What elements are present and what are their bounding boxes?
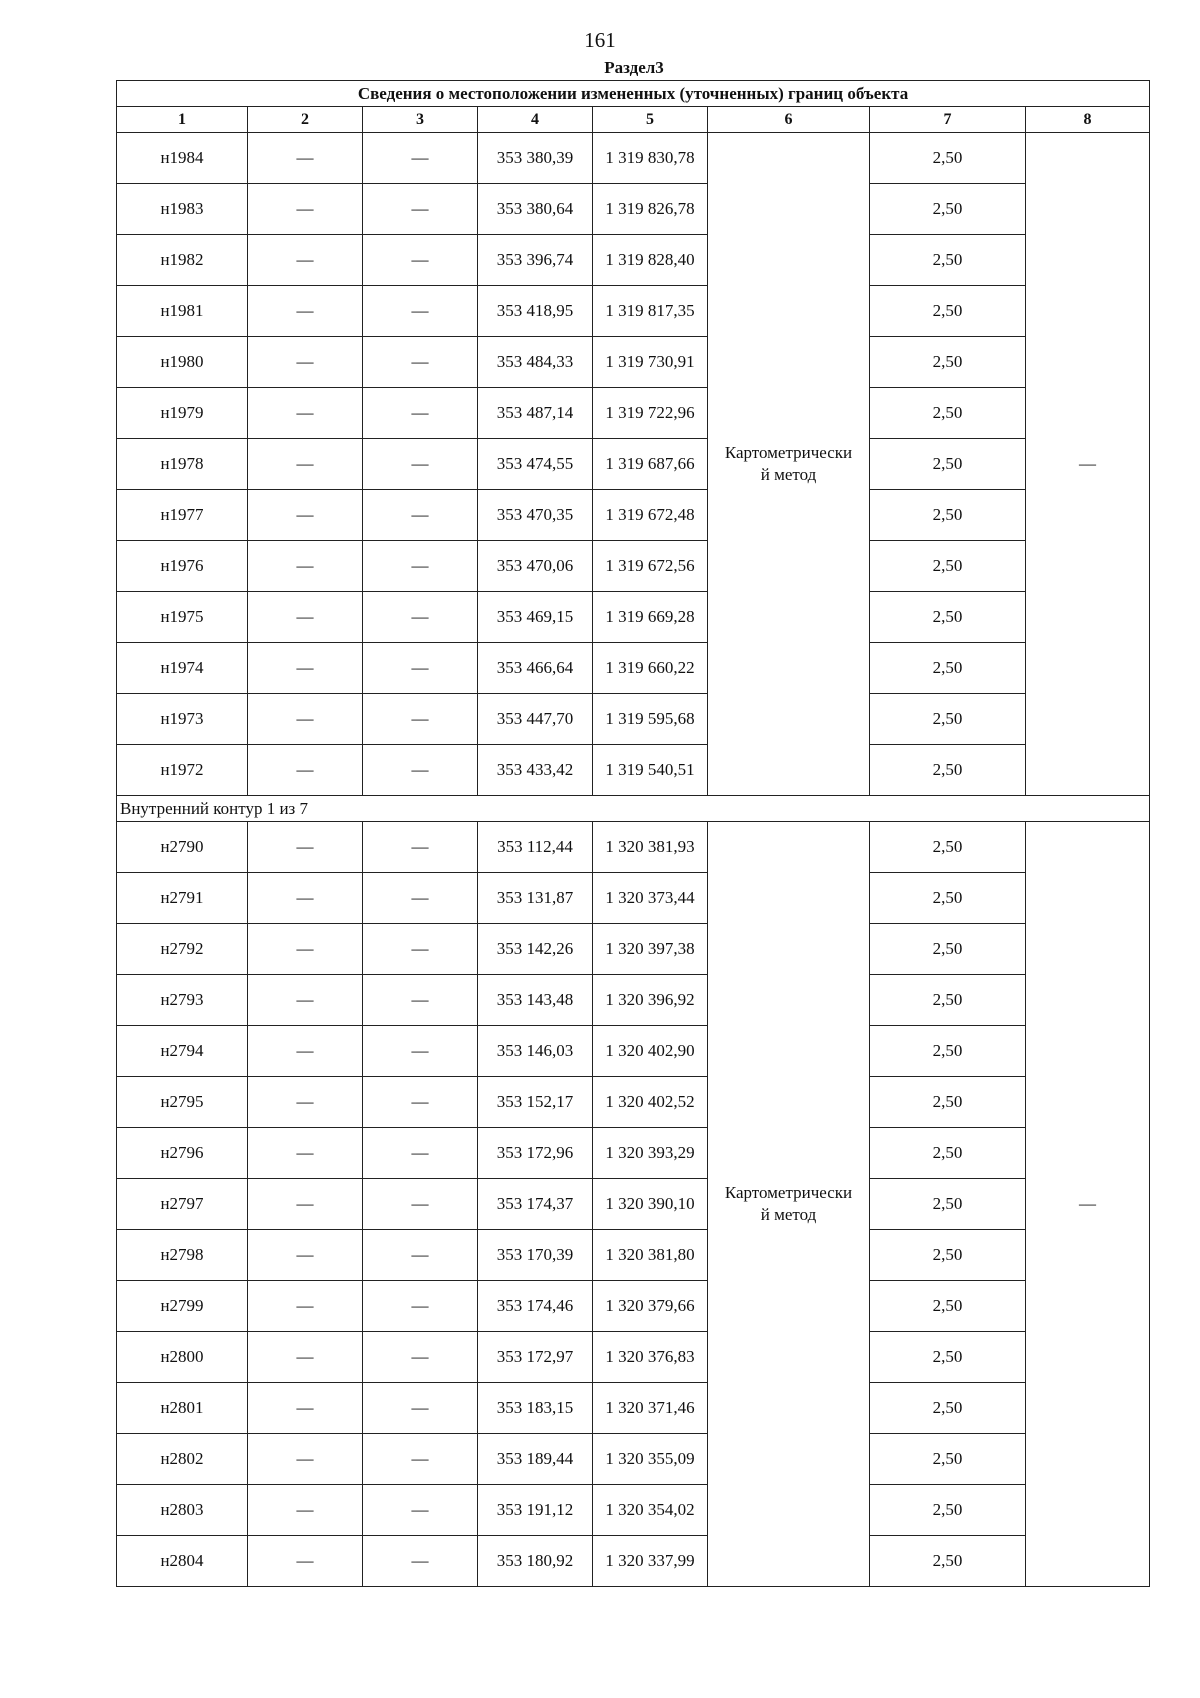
y-coordinate: 1 319 595,68 [593,694,708,745]
column-header-4: 4 [478,107,593,133]
table-row [117,592,1150,643]
col3-value: — [363,490,478,541]
y-coordinate: 1 320 390,10 [593,1179,708,1230]
x-coordinate: 353 470,06 [478,541,593,592]
x-coordinate: 353 172,96 [478,1128,593,1179]
x-coordinate: 353 433,42 [478,745,593,796]
col2-value: — [248,1179,363,1230]
accuracy-value: 2,50 [870,643,1026,694]
col2-value: — [248,286,363,337]
x-coordinate: 353 180,92 [478,1536,593,1587]
column-header-6: 6 [708,107,870,133]
table-row [117,1485,1150,1536]
accuracy-value: 2,50 [870,694,1026,745]
y-coordinate: 1 319 669,28 [593,592,708,643]
col3-value: — [363,286,478,337]
x-coordinate: 353 170,39 [478,1230,593,1281]
table-row [117,133,1150,184]
col2-value: — [248,541,363,592]
x-coordinate: 353 112,44 [478,822,593,873]
table-row [117,1128,1150,1179]
point-name: н1977 [117,490,248,541]
accuracy-value: 2,50 [870,592,1026,643]
point-name: н1975 [117,592,248,643]
point-name: н1983 [117,184,248,235]
table-row [117,286,1150,337]
x-coordinate: 353 191,12 [478,1485,593,1536]
point-name: н1981 [117,286,248,337]
x-coordinate: 353 380,64 [478,184,593,235]
x-coordinate: 353 447,70 [478,694,593,745]
col2-value: — [248,924,363,975]
accuracy-value: 2,50 [870,745,1026,796]
y-coordinate: 1 320 354,02 [593,1485,708,1536]
col3-value: — [363,1485,478,1536]
col2-value: — [248,1332,363,1383]
col2-value: — [248,1230,363,1281]
table-caption-row [117,81,1150,107]
accuracy-value: 2,50 [870,235,1026,286]
point-name: н2802 [117,1434,248,1485]
y-coordinate: 1 320 355,09 [593,1434,708,1485]
point-name: н2800 [117,1332,248,1383]
x-coordinate: 353 174,46 [478,1281,593,1332]
y-coordinate: 1 320 396,92 [593,975,708,1026]
col3-value: — [363,337,478,388]
col2-value: — [248,1026,363,1077]
col2-value: — [248,1281,363,1332]
col3-value: — [363,1077,478,1128]
point-name: н2793 [117,975,248,1026]
y-coordinate: 1 319 540,51 [593,745,708,796]
x-coordinate: 353 396,74 [478,235,593,286]
point-name: н2790 [117,822,248,873]
col3-value: — [363,1281,478,1332]
point-name: н1973 [117,694,248,745]
col2-value: — [248,1128,363,1179]
x-coordinate: 353 146,03 [478,1026,593,1077]
col2-value: — [248,439,363,490]
x-coordinate: 353 152,17 [478,1077,593,1128]
table-caption: Сведения о местоположении измененных (уточненных) границ объекта [117,81,1150,107]
table-row [117,1179,1150,1230]
col2-value: — [248,1536,363,1587]
x-coordinate: 353 487,14 [478,388,593,439]
x-coordinate: 353 474,55 [478,439,593,490]
table-row [117,235,1150,286]
table-row [117,694,1150,745]
table-row [117,1281,1150,1332]
col2-value: — [248,388,363,439]
method-cell [708,133,870,796]
col2-value: — [248,745,363,796]
col3-value: — [363,184,478,235]
column-header-row [117,107,1150,133]
point-name: н1972 [117,745,248,796]
col3-value: — [363,439,478,490]
column-header-7: 7 [870,107,1026,133]
method-line-1: Картометрически [724,443,853,462]
point-name: н1979 [117,388,248,439]
col2-value: — [248,873,363,924]
col3-value: — [363,643,478,694]
y-coordinate: 1 319 730,91 [593,337,708,388]
point-name: н1984 [117,133,248,184]
accuracy-value: 2,50 [870,388,1026,439]
col3-value: — [363,924,478,975]
y-coordinate: 1 320 371,46 [593,1383,708,1434]
y-coordinate: 1 320 397,38 [593,924,708,975]
table-row [117,1332,1150,1383]
col3-value: — [363,133,478,184]
column-header-8: 8 [1026,107,1150,133]
y-coordinate: 1 319 830,78 [593,133,708,184]
x-coordinate: 353 142,26 [478,924,593,975]
accuracy-value: 2,50 [870,1332,1026,1383]
table-row [117,1026,1150,1077]
accuracy-value: 2,50 [870,133,1026,184]
table-row [117,873,1150,924]
accuracy-value: 2,50 [870,1383,1026,1434]
column-header-2: 2 [248,107,363,133]
col3-value: — [363,1128,478,1179]
x-coordinate: 353 131,87 [478,873,593,924]
col2-value: — [248,1383,363,1434]
table-row [117,1536,1150,1587]
col8-value: — [1026,822,1150,1587]
x-coordinate: 353 466,64 [478,643,593,694]
accuracy-value: 2,50 [870,873,1026,924]
col8-value: — [1026,133,1150,796]
col2-value: — [248,490,363,541]
y-coordinate: 1 320 376,83 [593,1332,708,1383]
point-name: н2803 [117,1485,248,1536]
table-row [117,975,1150,1026]
point-name: н1982 [117,235,248,286]
col3-value: — [363,1026,478,1077]
y-coordinate: 1 319 672,48 [593,490,708,541]
accuracy-value: 2,50 [870,822,1026,873]
accuracy-value: 2,50 [870,541,1026,592]
point-name: н1976 [117,541,248,592]
column-header-3: 3 [363,107,478,133]
x-coordinate: 353 470,35 [478,490,593,541]
table-row [117,490,1150,541]
col3-value: — [363,1434,478,1485]
point-name: н2797 [117,1179,248,1230]
col2-value: — [248,1434,363,1485]
point-name: н2794 [117,1026,248,1077]
method-line-2: й метод [760,1205,817,1224]
col2-value: — [248,592,363,643]
accuracy-value: 2,50 [870,184,1026,235]
method-cell [708,822,870,1587]
col2-value: — [248,337,363,388]
col2-value: — [248,133,363,184]
x-coordinate: 353 183,15 [478,1383,593,1434]
y-coordinate: 1 320 373,44 [593,873,708,924]
x-coordinate: 353 172,97 [478,1332,593,1383]
col2-value: — [248,822,363,873]
col2-value: — [248,643,363,694]
accuracy-value: 2,50 [870,1281,1026,1332]
accuracy-value: 2,50 [870,439,1026,490]
table-row [117,1434,1150,1485]
col3-value: — [363,1179,478,1230]
col3-value: — [363,1383,478,1434]
table-row [117,439,1150,490]
col3-value: — [363,1536,478,1587]
point-name: н2795 [117,1077,248,1128]
point-name: н2798 [117,1230,248,1281]
col3-value: — [363,541,478,592]
col2-value: — [248,1077,363,1128]
point-name: н2791 [117,873,248,924]
table-row [117,388,1150,439]
y-coordinate: 1 320 379,66 [593,1281,708,1332]
contour-label-row [117,796,1150,822]
point-name: н2804 [117,1536,248,1587]
section-title: Раздел3 [604,58,664,77]
y-coordinate: 1 320 393,29 [593,1128,708,1179]
col3-value: — [363,592,478,643]
col3-value: — [363,822,478,873]
col3-value: — [363,235,478,286]
col3-value: — [363,745,478,796]
col3-value: — [363,1230,478,1281]
y-coordinate: 1 319 687,66 [593,439,708,490]
table-row [117,337,1150,388]
x-coordinate: 353 484,33 [478,337,593,388]
x-coordinate: 353 469,15 [478,592,593,643]
table-row [117,643,1150,694]
accuracy-value: 2,50 [870,975,1026,1026]
point-name: н2796 [117,1128,248,1179]
contour-label: Внутренний контур 1 из 7 [117,796,1150,822]
table-row [117,1230,1150,1281]
accuracy-value: 2,50 [870,490,1026,541]
page-number: 161 [584,28,616,52]
point-name: н1974 [117,643,248,694]
accuracy-value: 2,50 [870,1230,1026,1281]
col3-value: — [363,975,478,1026]
y-coordinate: 1 319 660,22 [593,643,708,694]
method-line-2: й метод [760,465,817,484]
table-row [117,1077,1150,1128]
col3-value: — [363,694,478,745]
point-name: н2801 [117,1383,248,1434]
table-row [117,541,1150,592]
y-coordinate: 1 320 381,80 [593,1230,708,1281]
point-name: н1980 [117,337,248,388]
accuracy-value: 2,50 [870,1179,1026,1230]
y-coordinate: 1 319 828,40 [593,235,708,286]
y-coordinate: 1 319 672,56 [593,541,708,592]
table-row [117,822,1150,873]
table-row [117,184,1150,235]
table-row [117,1383,1150,1434]
accuracy-value: 2,50 [870,1434,1026,1485]
point-name: н2799 [117,1281,248,1332]
x-coordinate: 353 418,95 [478,286,593,337]
y-coordinate: 1 320 402,52 [593,1077,708,1128]
accuracy-value: 2,50 [870,924,1026,975]
y-coordinate: 1 320 337,99 [593,1536,708,1587]
method-line-1: Картометрически [724,1183,853,1202]
col3-value: — [363,873,478,924]
y-coordinate: 1 319 722,96 [593,388,708,439]
col2-value: — [248,694,363,745]
accuracy-value: 2,50 [870,1077,1026,1128]
point-name: н2792 [117,924,248,975]
accuracy-value: 2,50 [870,1026,1026,1077]
table-row [117,924,1150,975]
col2-value: — [248,975,363,1026]
y-coordinate: 1 319 817,35 [593,286,708,337]
accuracy-value: 2,50 [870,1485,1026,1536]
accuracy-value: 2,50 [870,337,1026,388]
col3-value: — [363,1332,478,1383]
accuracy-value: 2,50 [870,286,1026,337]
col2-value: — [248,1485,363,1536]
col2-value: — [248,235,363,286]
y-coordinate: 1 319 826,78 [593,184,708,235]
x-coordinate: 353 380,39 [478,133,593,184]
point-name: н1978 [117,439,248,490]
x-coordinate: 353 189,44 [478,1434,593,1485]
x-coordinate: 353 174,37 [478,1179,593,1230]
accuracy-value: 2,50 [870,1536,1026,1587]
y-coordinate: 1 320 381,93 [593,822,708,873]
table-row [117,745,1150,796]
y-coordinate: 1 320 402,90 [593,1026,708,1077]
accuracy-value: 2,50 [870,1128,1026,1179]
boundary-coordinates-table [116,80,1150,1587]
column-header-1: 1 [117,107,248,133]
col2-value: — [248,184,363,235]
x-coordinate: 353 143,48 [478,975,593,1026]
col3-value: — [363,388,478,439]
column-header-5: 5 [593,107,708,133]
